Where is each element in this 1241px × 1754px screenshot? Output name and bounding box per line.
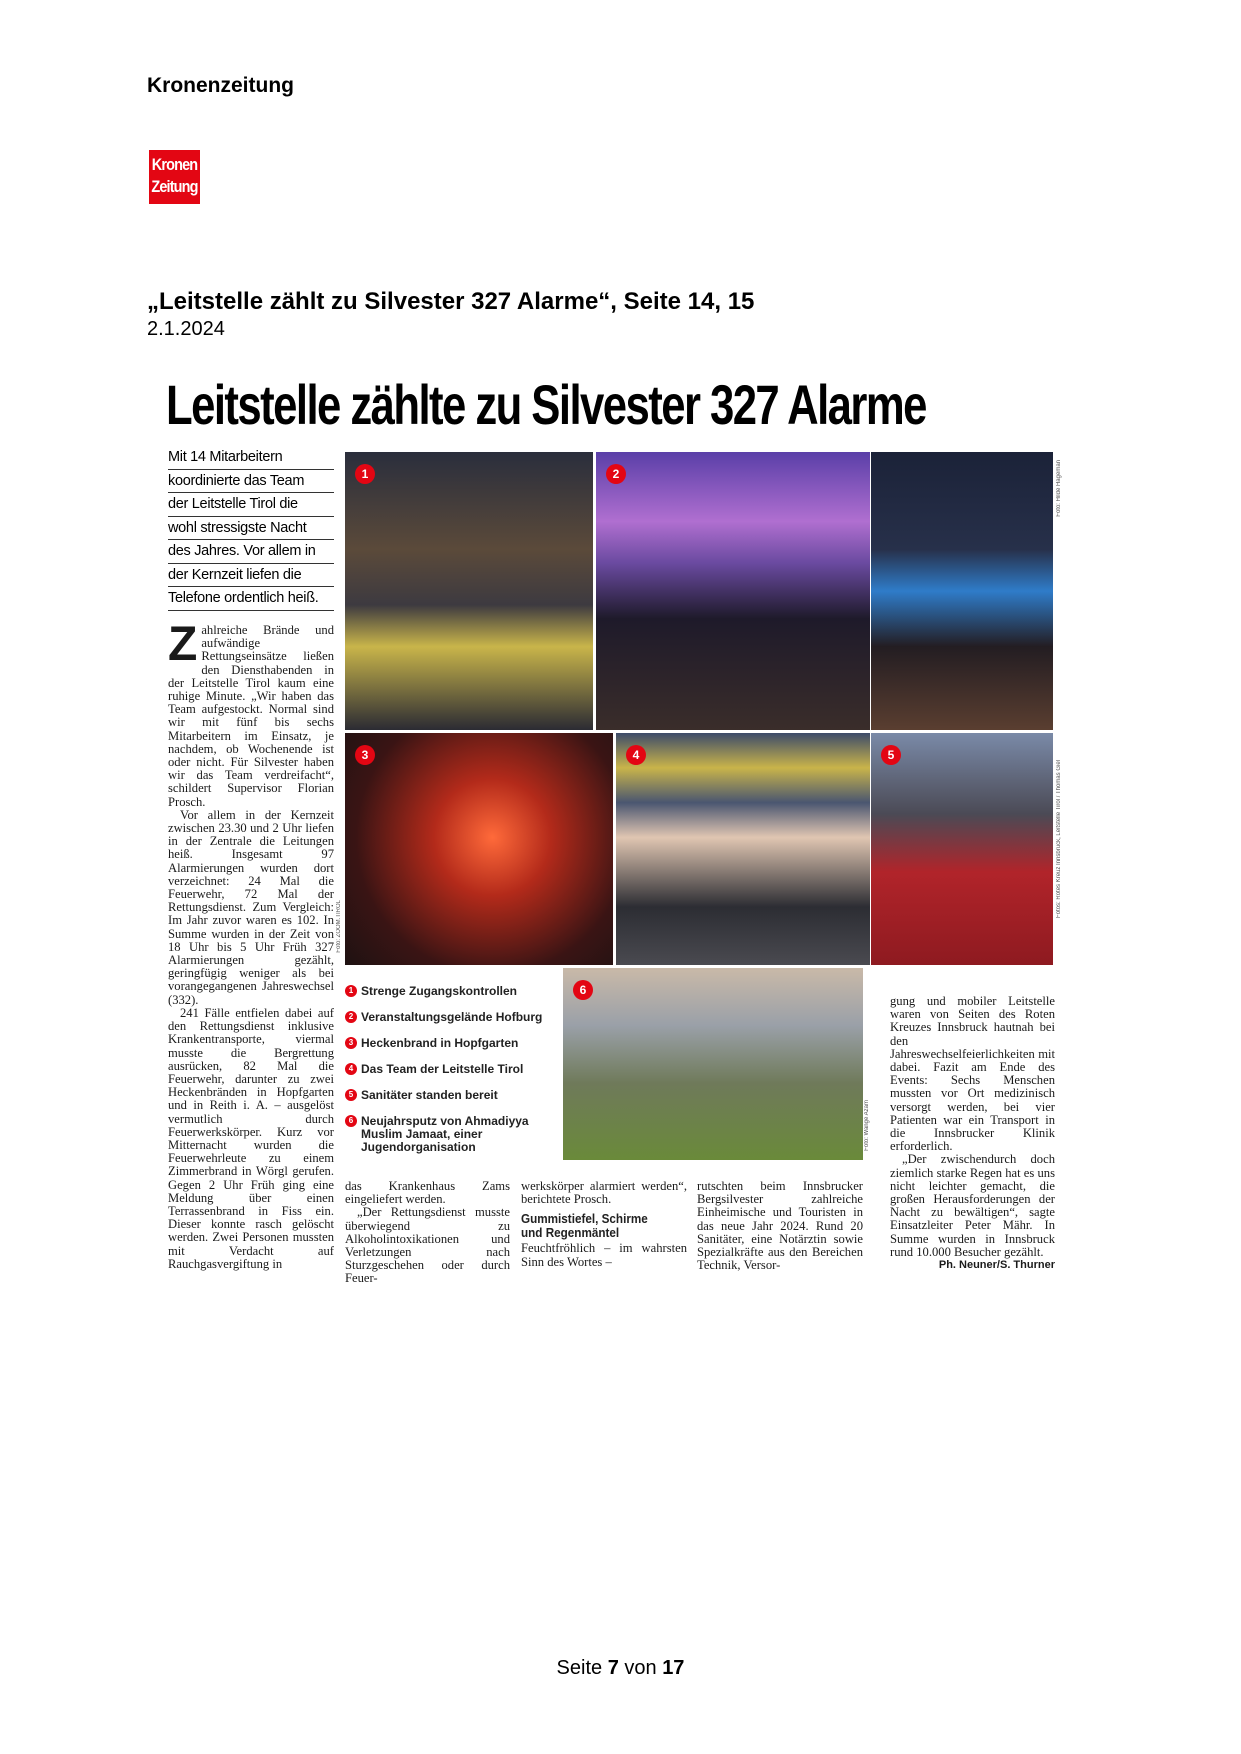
photo-number-badge: 1 [355, 464, 375, 484]
paragraph: „Der Rettungsdienst musste überwiegend zu Alkoholintoxikationen und Verletzungen nach Sturzgeschehen oder durch Feuer- [345, 1205, 510, 1286]
paragraph: „Der zwischendurch doch ziemlich starke Regen hat es uns nicht leichter gemacht, die großen Herausforderungen der Nacht zu bewältigen“, sagte Einsatzleiter Peter Mähr. In Summe wurden in Innsbruck rund 10.000 Besucher gezählt. [890, 1152, 1055, 1259]
subheading: Gummistiefel, Schirme und Regenmäntel [521, 1211, 648, 1241]
body-column-3 [521, 1180, 687, 1269]
caption-item [345, 1089, 560, 1102]
current-page: 7 [607, 1657, 619, 1679]
photo-leitstelle-team [616, 733, 870, 965]
paragraph: ahlreiche Brände und aufwändige Rettungseinsätze ließen den Diensthabenden in der Leitstelle Tirol kaum eine ruhige Minute. „Wir haben das Team aufgestockt. Normal sind wir mit fünf bis sechs Mitarbeitern im Einsatz, je nachdem, ob Wochenende ist oder nicht. Für Silvester haben wir das Team verdreifacht“, schildert Supervisor Florian Prosch. [168, 623, 334, 809]
lead-line: koordinierte das Team [168, 470, 334, 494]
photo-number-badge: 2 [606, 464, 626, 484]
photo-number-badge: 4 [626, 745, 646, 765]
photo-hedge-fire [345, 733, 613, 965]
lead-box [168, 446, 334, 611]
photo-number-badge: 6 [573, 980, 593, 1000]
photo-credit: Fotos: Rotes Kreuz Innsbruck, Leitstelle Tirol / Thomas Giel [1056, 760, 1062, 918]
footer-text: Seite [556, 1657, 608, 1679]
caption-item [345, 1011, 560, 1024]
photo-new-year-cleanup [563, 968, 863, 1160]
lead-line: Mit 14 Mitarbeitern [168, 446, 334, 470]
photo-credit: Foto: Wange Azam [864, 1100, 870, 1151]
photo-number-badge: 3 [355, 745, 375, 765]
lead-line: der Kernzeit liefen die [168, 564, 334, 588]
caption-text: Neujahrsputz von Ahmadiyya Muslim Jamaat, einer Jugendorganisation [361, 1114, 529, 1154]
lead-line: des Jahres. Vor allem in [168, 540, 334, 564]
paragraph: Vor allem in der Kernzeit zwischen 23.30 und 2 Uhr liefen in der Zentrale die Leitungen heiß. Insgesamt 97 Alarmierungen wurden dort verzeichnet: 24 Mal die Feuerwehr, 72 Mal der Rettungsdienst. Zum Vergleich: Im Jahr zuvor waren es 102. In Summe wurden in der Zeit von 18 Uhr bis 5 Uhr Früh 327 Alarmierungen gezählt, geringfügig weniger als bei vorangegangenen Jahreswechsel (332). [168, 807, 334, 1007]
paragraph: gung und mobiler Leitstelle waren von Seiten des Roten Kreuzes Innsbruck hautnah bei den Jahreswechselfeierlichkeiten mit dabei. Fazit am Ende des Events: Sechs Menschen mussten vor Ort medizinisch versorgt werden, bei vier Patienten war ein Transport in die Innsbrucker Klinik erforderlich. [890, 994, 1055, 1154]
article-date: 2.1.2024 [147, 318, 225, 340]
lead-line: der Leitstelle Tirol die [168, 493, 334, 517]
paragraph: 241 Fälle entfielen dabei auf den Rettungsdienst inklusive Krankentransporte, viermal musste die Bergrettung ausrücken, 82 Mal die Feuerwehr, darunter zu zwei Heckenbränden in Hopfgarten und in Reith i. A. – ausgelöst vermutlich durch Feuerwerkskörper. Kurz vor Mitternacht wurden die Feuerwehrleute zu einem Zimmerbrand in Wörgl gerufen. Gegen 2 Uhr Früh ging eine Meldung über einen Terrassenbrand in Fiss ein. Dieser konnte rasch gelöscht werden. Zwei Personen mussten mit Verdacht auf Rauchgasvergiftung in [168, 1005, 334, 1271]
page-footer [0, 1657, 1241, 1680]
photo-captions [345, 985, 560, 1167]
body-column-1 [168, 618, 334, 1271]
photo-credit: Foto: Hilde Hageman [1056, 460, 1062, 517]
body-column-4 [697, 1180, 863, 1272]
caption-text: Strenge Zugangskontrollen [361, 984, 518, 998]
headline: Leitstelle zählte zu Silvester 327 Alarme [166, 373, 926, 436]
caption-number: 6 [345, 1115, 357, 1127]
photo-stage-crowd [871, 452, 1053, 730]
caption-number: 3 [345, 1037, 357, 1049]
lead-line: wohl stressigste Nacht [168, 517, 334, 541]
source-name: Kronenzeitung [147, 74, 294, 97]
caption-number: 5 [345, 1089, 357, 1101]
byline: Ph. Neuner/S. Thurner [938, 1259, 1055, 1272]
footer-text: von [618, 1657, 663, 1679]
caption-text: Das Team der Leitstelle Tirol [361, 1062, 524, 1076]
drop-cap: Z [168, 618, 198, 671]
caption-item [345, 1037, 560, 1050]
caption-item [345, 985, 560, 998]
caption-number: 2 [345, 1011, 357, 1023]
paragraph: das Krankenhaus Zams eingeliefert werden. [345, 1179, 510, 1207]
photo-paramedics [871, 733, 1053, 965]
kronen-zeitung-logo: Kronen Zeitung [149, 150, 200, 204]
paragraph: rutschten beim Innsbrucker Bergsilvester zahlreiche Einheimische und Touristen in das neue Jahr 2024. Rund 20 Sanitäter, eine Notärztin sowie Spezialkräfte aus den Bereichen Technik, Versor- [697, 1179, 863, 1273]
body-column-5 [890, 995, 1055, 1272]
caption-text: Heckenbrand in Hopfgarten [361, 1036, 519, 1050]
caption-item [345, 1063, 560, 1076]
caption-number: 1 [345, 985, 357, 997]
photo-access-control [345, 452, 593, 730]
lead-line: Telefone ordentlich heiß. [168, 587, 334, 611]
caption-text: Sanitäter standen bereit [361, 1088, 498, 1102]
total-pages: 17 [662, 1657, 685, 1679]
caption-text: Veranstaltungsgelände Hofburg [361, 1010, 543, 1024]
caption-item [345, 1115, 560, 1154]
paragraph: werkskörper alarmiert werden“, berichtete Prosch. [521, 1179, 687, 1207]
photo-number-badge: 5 [881, 745, 901, 765]
photo-credit: Foto: ZOOM.TIROL [336, 900, 342, 953]
caption-number: 4 [345, 1063, 357, 1075]
photo-hofburg-event [596, 452, 870, 730]
body-column-2 [345, 1180, 510, 1286]
article-reference-title: „Leitstelle zählt zu Silvester 327 Alarme“, Seite 14, 15 [147, 288, 755, 315]
paragraph: Feuchtfröhlich – im wahrsten Sinn des Wortes – [521, 1241, 687, 1269]
